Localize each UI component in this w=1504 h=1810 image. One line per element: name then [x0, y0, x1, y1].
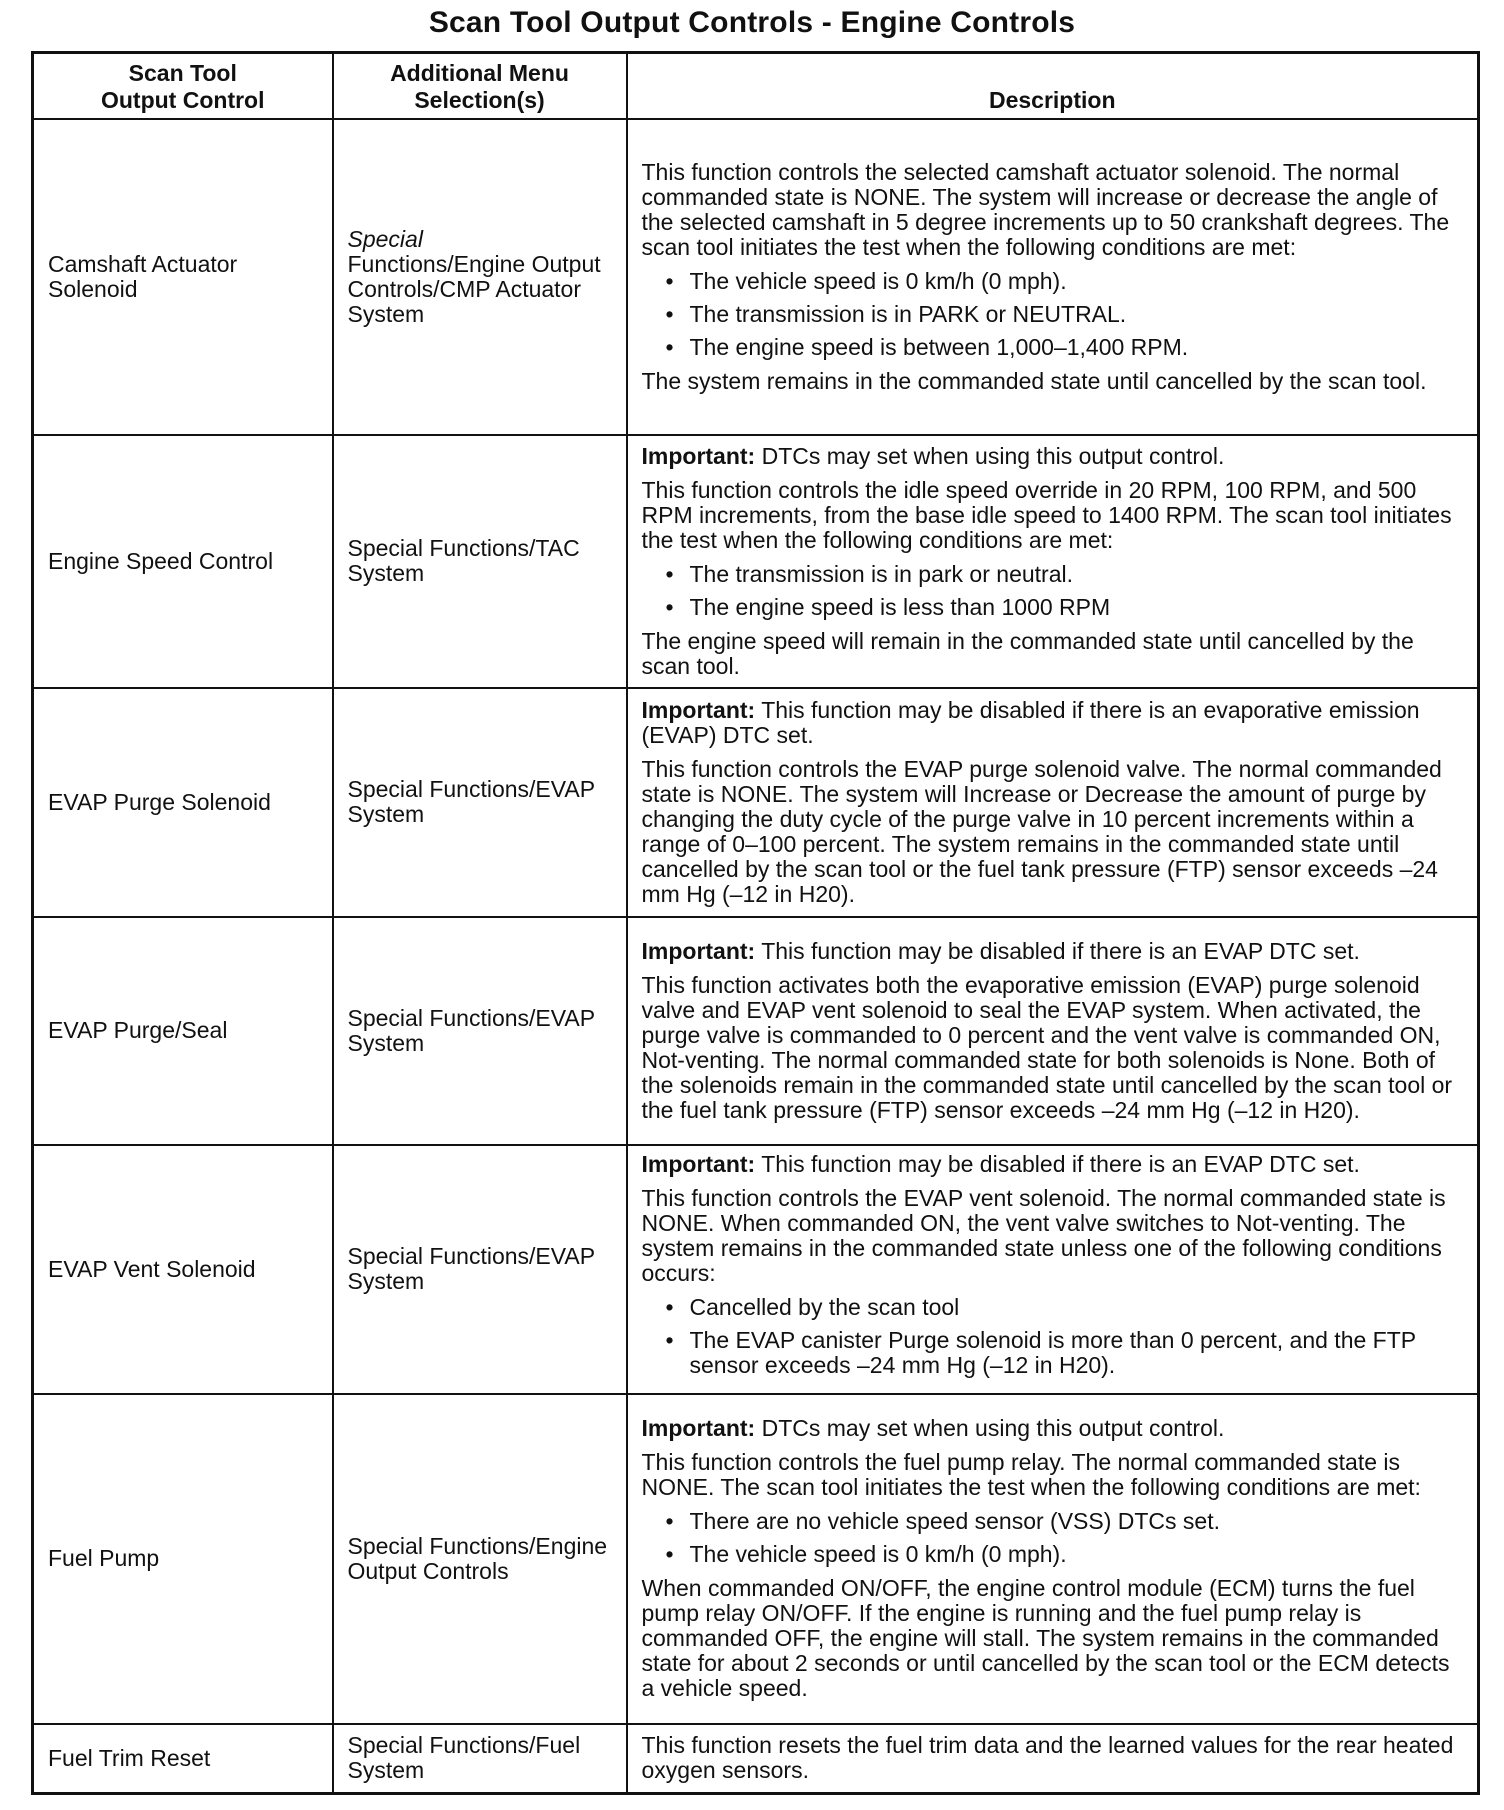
description-paragraph: This function controls the idle speed override in 20 RPM, 100 RPM, and 500 RPM increments, from the base idle speed to 1400 RPM. The scan tool initiates the test when the following conditions are met: [641, 476, 1452, 553]
description-paragraph: This function resets the fuel trim data and the learned values for the rear heated oxygen sensors. [641, 1732, 1454, 1784]
condition-item: • The vehicle speed is 0 km/h (0 mph). [664, 1542, 1466, 1567]
table-row [33, 119, 1479, 435]
description-cell [627, 1724, 1479, 1794]
description-paragraph: This function activates both the evaporative emission (EVAP) purge solenoid valve and EVAP vent solenoid to seal the EVAP system. When activated, the purge valve is commanded to 0 percent and the vent valve is commanded ON, Not-venting. The normal commanded state for both solenoids is None. Both of the solenoids remain in the commanded state until cancelled by the scan tool or the fuel tank pressure (FTP) sensor exceeds –24 mm Hg (–12 in H20). [641, 971, 1453, 1123]
description-cell [627, 1394, 1479, 1724]
description-paragraph: This function controls the fuel pump relay. The normal commanded state is NONE. The scan tool initiates the test when the following conditions are met: [641, 1449, 1421, 1500]
description-paragraph: When commanded ON/OFF, the engine control module (ECM) turns the fuel pump relay ON/OFF. If the engine is running and the fuel pump relay is commanded OFF, the engine will stall. The system remains in the commanded state for about 2 seconds or until cancelled by the scan tool or the ECM detects a vehicle speed. [641, 1575, 1450, 1701]
condition-item: • The transmission is in park or neutral. [664, 562, 1466, 587]
description-cell [627, 1145, 1479, 1394]
important-label: Important: [641, 937, 756, 964]
table-row [33, 1724, 1479, 1794]
output-control-cell: Engine Speed Control [33, 435, 333, 688]
important-label: Important: [641, 1150, 756, 1177]
header-output-control-line2: Output Control [100, 86, 265, 113]
important-text: This function may be disabled if there is an evaporative emission (EVAP) DTC set. [641, 696, 1420, 748]
table-row [33, 917, 1479, 1145]
condition-item: • The engine speed is between 1,000–1,400 RPM. [664, 335, 1466, 360]
menu-selection-text: Functions/Engine Output Controls/CMP Actuator System [347, 250, 601, 327]
output-control-cell: Fuel Trim Reset [33, 1724, 333, 1794]
important-note [642, 939, 1466, 964]
condition-item: • The EVAP canister Purge solenoid is more than 0 percent, and the FTP sensor exceeds –24 mm Hg (–12 in H20). [664, 1328, 1466, 1378]
important-note [642, 698, 1466, 748]
condition-list [642, 1295, 1466, 1378]
condition-list [642, 269, 1466, 360]
description-paragraph: This function controls the EVAP purge solenoid valve. The normal commanded state is NONE. The system will Increase or Decrease the amount of purge by changing the duty cycle of the purge valve in 10 percent increments within a range of 0–100 percent. The system remains in the commanded state until cancelled by the scan tool or the fuel tank pressure (FTP) sensor exceeds –24 mm Hg (–12 in H20). [641, 755, 1442, 907]
important-label: Important: [641, 442, 756, 469]
important-note [642, 1152, 1466, 1177]
table-row [33, 435, 1479, 688]
output-control-cell: Fuel Pump [33, 1394, 333, 1724]
condition-list [642, 1509, 1466, 1567]
description-cell [627, 435, 1479, 688]
important-text: DTCs may set when using this output control. [761, 442, 1225, 469]
condition-item: • The vehicle speed is 0 km/h (0 mph). [664, 269, 1466, 294]
table-row [33, 688, 1479, 917]
output-control-cell: EVAP Purge Solenoid [33, 688, 333, 917]
condition-item: • The transmission is in PARK or NEUTRAL. [664, 302, 1466, 327]
header-menu-selection-line2: Selection(s) [414, 86, 545, 113]
table-row [33, 1145, 1479, 1394]
description-cell [627, 688, 1479, 917]
description-paragraph: This function controls the EVAP vent solenoid. The normal commanded state is NONE. When commanded ON, the vent valve switches to Not-venting. The system remains in the commanded state unless one of the following conditions occurs: [641, 1184, 1446, 1286]
important-note [642, 1416, 1466, 1441]
description-paragraph: The system remains in the commanded state until cancelled by the scan tool. [641, 367, 1427, 394]
menu-selection-cell: Special Functions/EVAP System [333, 917, 627, 1145]
menu-selection-cell: Special Functions/Fuel System [333, 1724, 627, 1794]
table-row [33, 1394, 1479, 1724]
condition-list [642, 562, 1466, 620]
important-label: Important: [641, 1415, 756, 1441]
output-control-cell: Camshaft Actuator Solenoid [33, 119, 333, 435]
header-output-control-line1: Scan Tool [128, 59, 237, 86]
menu-selection-cell: Special Functions/TAC System [333, 435, 627, 688]
output-controls-table [31, 51, 1480, 1795]
description-cell [627, 119, 1479, 435]
menu-selection-cell: Special Functions/EVAP System [333, 688, 627, 917]
output-control-cell: EVAP Purge/Seal [33, 917, 333, 1145]
condition-item: • Cancelled by the scan tool [664, 1295, 1466, 1320]
important-text: DTCs may set when using this output control. [761, 1415, 1225, 1441]
menu-selection-cell: Special Functions/Engine Output Controls [333, 1394, 627, 1724]
header-menu-selection-line1: Additional Menu [390, 59, 569, 86]
description-paragraph: The engine speed will remain in the commanded state until cancelled by the scan tool. [641, 627, 1414, 679]
header-description [627, 53, 1479, 119]
condition-item: • The engine speed is less than 1000 RPM [664, 595, 1466, 620]
menu-selection-italic: Special [347, 225, 423, 252]
menu-selection-cell: Special Functions/EVAP System [333, 1145, 627, 1394]
important-text: This function may be disabled if there is an EVAP DTC set. [761, 1150, 1360, 1177]
condition-item: • There are no vehicle speed sensor (VSS) DTCs set. [664, 1509, 1466, 1534]
description-paragraph: This function controls the selected camshaft actuator solenoid. The normal commanded state is NONE. The system will increase or decrease the angle of the selected camshaft in 5 degree increments up to 50 crankshaft degrees. The scan tool initiates the test when the following conditions are met: [641, 158, 1450, 260]
menu-selection-cell [333, 119, 627, 435]
header-menu-selection [333, 53, 627, 119]
important-text: This function may be disabled if there is an EVAP DTC set. [761, 937, 1360, 964]
important-note [642, 444, 1466, 469]
description-cell [627, 917, 1479, 1145]
table-header-row [33, 53, 1479, 119]
header-output-control [33, 53, 333, 119]
important-label: Important: [641, 696, 756, 723]
output-control-cell: EVAP Vent Solenoid [33, 1145, 333, 1394]
page-title: Scan Tool Output Controls - Engine Controls [428, 6, 1076, 39]
header-description-text: Description [988, 86, 1116, 113]
